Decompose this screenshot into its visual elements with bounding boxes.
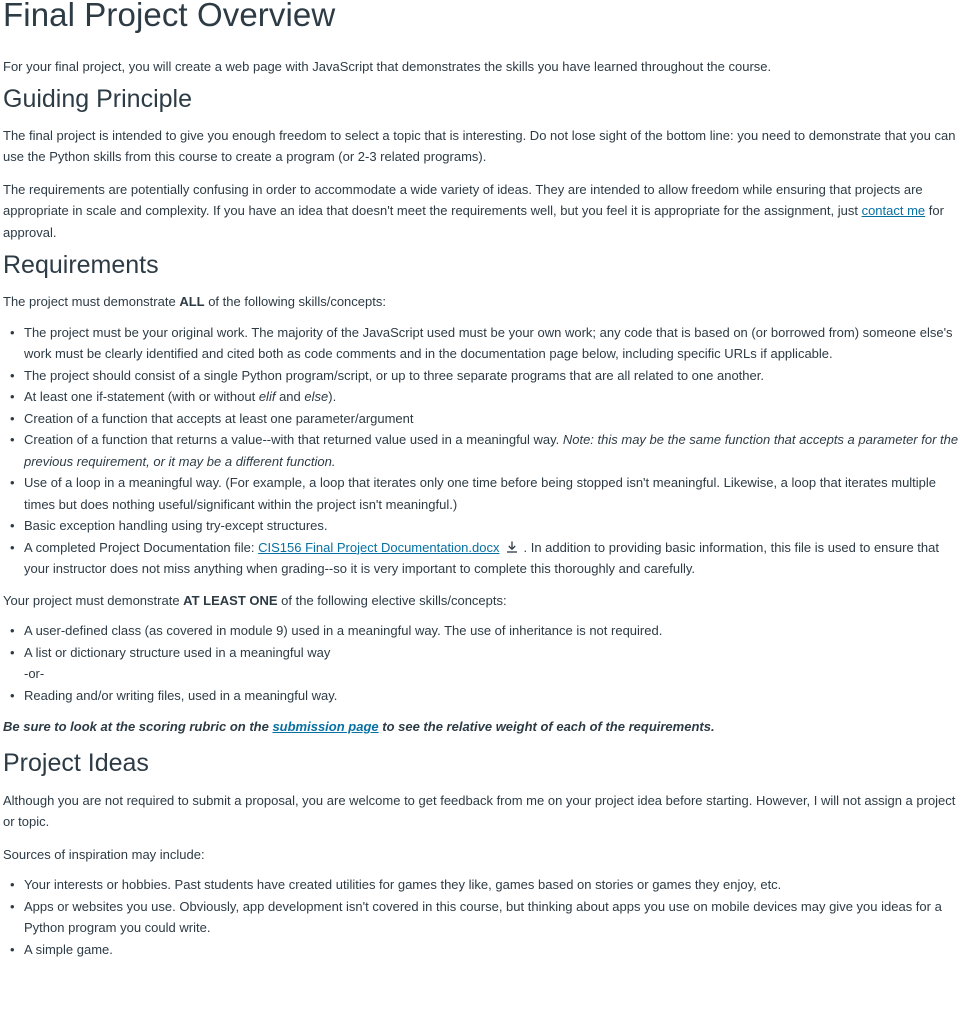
- electives-intro-text: Your project must demonstrate: [3, 592, 184, 608]
- elective-files: Reading and/or writing files, used in a meaningful way.: [24, 687, 338, 703]
- overview-intro: For your final project, you will create a web page with JavaScript that demonstrates the skills you have learned throughout the course.: [3, 59, 772, 74]
- list-item: • A simple game.: [10, 941, 113, 957]
- list-item: • Apps or websites you use. Obviously, app development isn't covered in this course, but thinking about apps you use on mobile devices may give you ideas for a Python program you could write.: [10, 898, 942, 935]
- guiding-p2-tail: for approval.: [3, 203, 944, 240]
- list-item: • The project must be your original work. The majority of the JavaScript used must be your own work; any code that is based on (or borrowed from) someone else's work must be clearly identified and cited both as code comments and in the documentation page below, including specific URLs if applicable.: [10, 324, 953, 361]
- idea-apps: Apps or websites you use. Obviously, app development isn't covered in this course, but thinking about apps you use on mobile devices may give you ideas for a Python program you could write.: [24, 898, 942, 935]
- guiding-principle-heading: Guiding Principle: [3, 84, 192, 113]
- idea-interests: Your interests or hobbies. Past students have created utilities for games they like, games based on stories or games they enjoy, etc.: [24, 877, 782, 892]
- list-item: • A user-defined class (as covered in module 9) used in a meaningful way. The use of inheritance is not required.: [10, 623, 663, 638]
- requirement-exception-handling: Basic exception handling using try-except structures.: [24, 518, 328, 533]
- requirement-if-text: At least one if-statement (with or without: [24, 389, 259, 404]
- else-keyword: else: [304, 389, 329, 404]
- documentation-file-link[interactable]: CIS156 Final Project Documentation.docx: [258, 539, 500, 555]
- idea-simple-game: A simple game.: [24, 941, 113, 957]
- list-item: • Use of a loop in a meaningful way. (For example, a loop that iterates only one time before being stopped isn't meaningful. Likewise, a loop that iterates multiple times but does nothing useful/significant within the project isn't meaningful.): [10, 475, 937, 512]
- electives-list-continued: [3, 685, 966, 707]
- list-item: • The project should consist of a single Python program/script, or up to three separate programs that are all related to one another.: [10, 367, 764, 383]
- elective-list-dictionary: A list or dictionary structure used in a meaningful way: [24, 644, 331, 660]
- list-item: • A list or dictionary structure used in a meaningful way: [10, 644, 331, 660]
- requirement-function-parameter: Creation of a function that accepts at least one parameter/argument: [24, 410, 414, 426]
- requirement-documentation-tail: . In addition to providing basic information, this file is used to ensure that your instructor does not miss anything when grading--so it is very important to complete this thoroughly and carefully.: [24, 539, 939, 576]
- contact-me-link[interactable]: contact me: [861, 203, 926, 218]
- download-icon[interactable]: [505, 539, 519, 553]
- rubric-note: [3, 716, 966, 738]
- electives-intro-tail: of the following elective skills/concepts:: [277, 592, 507, 608]
- guiding-p2-text: The requirements are potentially confusing in order to accommodate a wide variety of ideas. They are intended to allow freedom while ensuring that projects are appropriate in scale and complexity. If you have an idea that doesn't meet the requirements well, but you feel it is appropriate for the assignment, just: [3, 181, 923, 218]
- guiding-paragraph-2: [3, 179, 966, 244]
- requirement-loop: Use of a loop in a meaningful way. (For example, a loop that iterates only one time before being stopped isn't meaningful. Likewise, a loop that iterates multiple times but does nothing useful/significant within the project isn't meaningful.): [24, 475, 937, 512]
- guiding-paragraph-1: The final project is intended to give you enough freedom to select a topic that is interesting. Do not lose sight of the bottom line: you need to demonstrate that you can use the Python skills from this course to create a program (or 2-3 related programs).: [3, 127, 956, 164]
- requirements-all-bold: ALL: [179, 294, 205, 309]
- requirements-intro: [3, 291, 966, 313]
- list-item: • At least one if-statement (with or without elif and else).: [10, 389, 337, 404]
- list-item: • A completed Project Documentation file: CIS156 Final Project Documentation.docx . In addition to providing basic information, this file is used to ensure that your instructor does not miss anything when grading--so it is very important to complete this thoroughly and carefully.: [10, 539, 939, 576]
- list-item: • Your interests or hobbies. Past students have created utilities for games they like, games based on stories or games they enjoy, etc.: [10, 877, 782, 892]
- requirement-if-and: and: [275, 389, 305, 404]
- requirement-return-note: Note: this may be the same function that accepts a parameter for the previous requirement, or it may be a different function.: [24, 432, 959, 469]
- requirement-return-value: Creation of a function that returns a value--with that returned value used in a meaningful way.: [24, 432, 563, 447]
- elective-user-class: A user-defined class (as covered in module 9) used in a meaningful way. The use of inheritance is not required.: [24, 623, 663, 638]
- electives-list: [3, 620, 966, 663]
- rubric-note-text: Be sure to look at the scoring rubric on the: [3, 719, 273, 734]
- or-separator: -or-: [24, 666, 45, 681]
- project-ideas-heading: Project Ideas: [3, 748, 149, 777]
- ideas-list: [3, 874, 966, 960]
- list-item: • Reading and/or writing files, used in a meaningful way.: [10, 687, 338, 703]
- elif-keyword: elif: [258, 389, 276, 404]
- rubric-note-tail: to see the relative weight of each of the requirements.: [378, 719, 715, 734]
- requirements-intro-tail: of the following skills/concepts:: [204, 294, 386, 309]
- electives-intro: [3, 590, 966, 612]
- requirements-list: [3, 322, 966, 580]
- requirement-original-work: The project must be your original work. The majority of the JavaScript used must be your own work; any code that is based on (or borrowed from) someone else's work must be clearly identified and cited both as code comments and in the documentation page below, including specific URLs if applicable.: [24, 324, 953, 361]
- ideas-paragraph-1: Although you are not required to submit a proposal, you are welcome to get feedback from me on your project idea before starting. However, I will not assign a project or topic.: [3, 792, 956, 829]
- requirement-documentation-text: A completed Project Documentation file:: [24, 539, 259, 555]
- list-item: • Creation of a function that accepts at least one parameter/argument: [10, 410, 414, 426]
- requirements-heading: Requirements: [3, 251, 159, 279]
- requirements-intro-text: The project must demonstrate: [3, 294, 180, 309]
- submission-page-link[interactable]: submission page: [272, 719, 379, 734]
- ideas-paragraph-2: Sources of inspiration may include:: [3, 846, 205, 862]
- electives-at-least-one-bold: AT LEAST ONE: [183, 592, 278, 608]
- page-title: Final Project Overview: [3, 0, 336, 33]
- requirement-single-program: The project should consist of a single Python program/script, or up to three separate programs that are all related to one another.: [24, 367, 764, 383]
- requirement-if-tail: ).: [328, 389, 337, 404]
- list-item: • Creation of a function that returns a value--with that returned value used in a meaningful way. Note: this may be the same function that accepts a parameter for the previous requirement, or it may be a different function.: [10, 432, 959, 469]
- list-item: • Basic exception handling using try-except structures.: [10, 518, 328, 533]
